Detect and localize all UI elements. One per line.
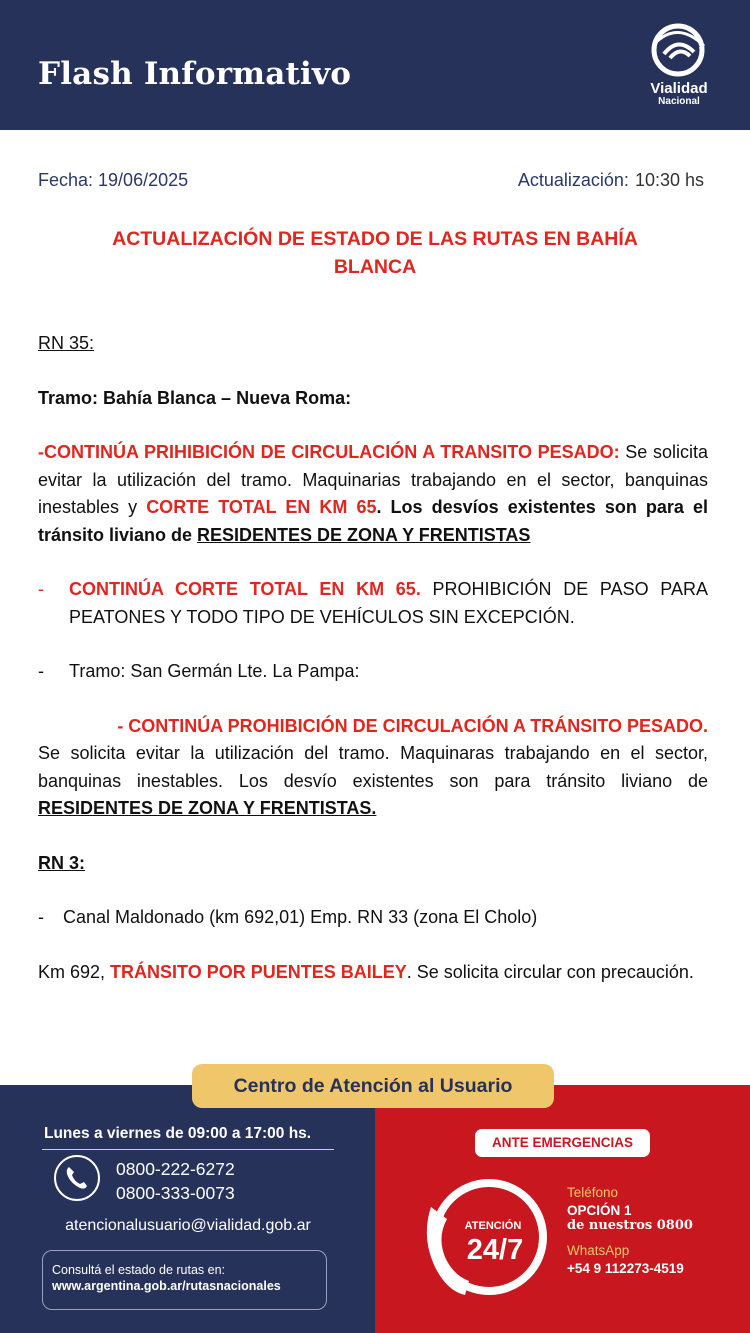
body-text: Km 692, <box>38 961 111 982</box>
rn3-bullet <box>38 904 708 932</box>
update-time <box>518 170 704 191</box>
alert-text: TRÁNSITO POR PUENTES BAILEY <box>110 961 407 982</box>
bold-text: . Los desvíos existentes son para el tránsito liviano de <box>38 497 709 545</box>
rn35-bullet1 <box>38 576 708 631</box>
footer <box>0 1075 750 1333</box>
hours: Lunes a viernes de 09:00 a 17:00 hs. <box>44 1125 312 1142</box>
rn35-paragraph1 <box>38 439 708 549</box>
logo-word: Vialidad <box>650 80 708 97</box>
tel-label: Teléfono <box>567 1185 619 1200</box>
bullet-dash: - <box>38 579 44 599</box>
bold-underline-text: RESIDENTES DE ZONA Y FRENTISTAS. <box>38 798 377 818</box>
routes-box[interactable] <box>42 1250 327 1310</box>
phone-number[interactable]: 0800-222-6272 <box>116 1159 235 1179</box>
clock-dial-icon <box>417 1167 557 1307</box>
option-label: OPCIÓN 1 <box>567 1203 632 1218</box>
header <box>0 0 750 130</box>
rn35-bullet2 <box>38 658 708 686</box>
alert-text: CONTINÚA CORTE TOTAL EN KM 65. <box>69 579 421 599</box>
phone-numbers <box>116 1157 235 1205</box>
center-pill: Centro de Atención al Usuario <box>192 1064 554 1108</box>
email-link[interactable]: atencionalusuario@vialidad.gob.ar <box>65 1217 311 1234</box>
alert-text: - CONTINÚA PROHIBICIÓN DE CIRCULACIÓN A TRÁNSITO PESADO. <box>117 715 708 736</box>
body-text: PROHIBICIÓN DE PASO PARA PEATONES Y TODO TIPO DE VEHÍCULOS SIN EXCEPCIÓN. <box>69 579 708 627</box>
title-line-2: BLANCA <box>333 256 417 278</box>
divider <box>42 1149 334 1150</box>
update-value: 10:30 hs <box>634 170 704 190</box>
whatsapp-number[interactable]: +54 9 112273-4519 <box>567 1261 684 1276</box>
body-text: Tramo: San Germán Lte. La Pampa: <box>69 661 360 681</box>
body-text: . Se solicita circular con precaución. <box>406 961 694 982</box>
body-text: Canal Maldonado (km 692,01) Emp. RN 33 (zona El Cholo) <box>63 907 538 927</box>
logo-sub: Nacional <box>658 96 700 107</box>
routes-label: Consultá el estado de rutas en: <box>52 1263 226 1277</box>
dial-big: 24/7 <box>466 1234 524 1266</box>
rn35-tramo1: Tramo: Bahía Blanca – Nueva Roma: <box>38 387 352 408</box>
bold-underline-text: RESIDENTES DE ZONA Y FRENTISTAS <box>197 524 531 545</box>
contact-panel <box>0 1085 375 1333</box>
body-text: Se solicita evitar la utilización del tramo. Maquinaras trabajando en el sector, banquinas inestables. Los desvío existentes son para tránsito liviano de <box>38 743 708 791</box>
alert-text: CORTE TOTAL EN KM 65 <box>146 497 377 517</box>
option-sub: de nuestros 0800 <box>567 1218 693 1233</box>
emergency-badge: ANTE EMERGENCIAS <box>475 1129 650 1157</box>
rn3-paragraph <box>38 959 708 987</box>
rn35-heading: RN 35: <box>38 333 95 353</box>
bullet-dash: - <box>38 661 44 681</box>
page-title: Flash Informativo <box>38 56 352 92</box>
title-line-1: ACTUALIZACIÓN DE ESTADO DE LAS RUTAS EN BAHÍA <box>112 228 638 250</box>
whatsapp-label: WhatsApp <box>567 1243 630 1258</box>
date: Fecha: 19/06/2025 <box>38 170 189 190</box>
dial-top: ATENCIÓN <box>464 1220 522 1232</box>
phone-icon <box>54 1155 100 1201</box>
bullet-dash: - <box>38 907 44 927</box>
body-text: Se solicita evitar la utilización del tramo. Maquinarias trabajando en el sector, banquinas inestables y <box>38 442 708 517</box>
phone-number[interactable]: 0800-333-0073 <box>116 1183 235 1203</box>
update-label: Actualización: <box>517 170 629 190</box>
main-title <box>80 225 670 281</box>
alert-text: -CONTINÚA PRIHIBICIÓN DE CIRCULACIÓN A TRANSITO PESADO: <box>38 442 620 462</box>
rn3-heading: RN 3: <box>38 852 86 873</box>
content <box>38 330 708 986</box>
rn35-paragraph2 <box>38 713 708 823</box>
emergency-panel <box>375 1085 750 1333</box>
routes-url[interactable]: www.argentina.gob.ar/rutasnacionales <box>52 1279 281 1293</box>
